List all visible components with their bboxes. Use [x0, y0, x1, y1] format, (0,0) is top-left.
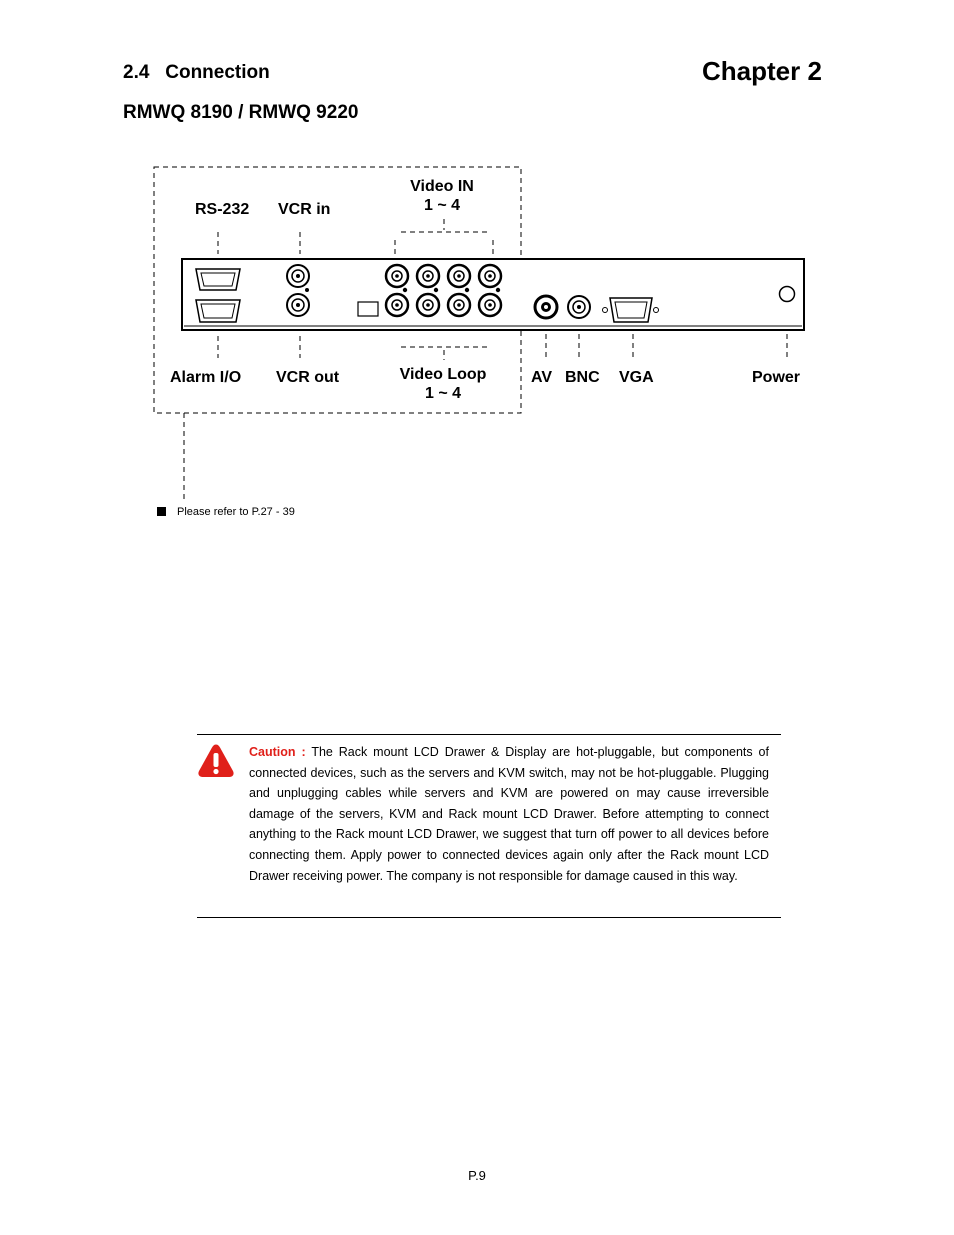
power-label: Power	[752, 369, 801, 386]
panel-switch	[358, 302, 378, 316]
rs232-label: RS-232	[195, 201, 250, 218]
reference-note: Please refer to P.27 - 39	[177, 506, 295, 518]
video-in-label-line1: Video IN	[410, 178, 474, 195]
power-port	[780, 287, 795, 302]
page-number: P.9	[468, 1168, 486, 1183]
connection-diagram	[0, 0, 954, 540]
caution-text	[249, 742, 769, 886]
vcr-out-label: VCR out	[276, 369, 340, 386]
bnc-port	[568, 296, 590, 318]
video-loop-label	[393, 365, 493, 403]
video-in-label	[402, 177, 482, 215]
bnc-label: BNC	[565, 369, 600, 386]
warning-icon	[197, 743, 235, 779]
chapter-title: Chapter 2	[702, 56, 822, 86]
note-bullet-icon	[157, 507, 166, 516]
av-port	[535, 296, 557, 318]
caution-body: The Rack mount LCD Drawer & Display are hot-pluggable, but components of connected devices, such as the servers and KVM switch, may not be hot-pluggable. Plugging and unplugging cables while servers and KVM are powered on may cause irreversible damage of the servers, KVM and Rack mount LCD Drawer. Before attempting to connect anything to the Rack mount LCD Drawer, we suggest that turn off power to all devices before connecting them. Apply power to connected devices again only after the Rack mount LCD Drawer receiving power. The company is not responsible for damage caused in this way.	[249, 745, 769, 883]
vga-label: VGA	[619, 369, 654, 386]
vcr-out-port	[287, 294, 309, 316]
vcr-in-label: VCR in	[278, 201, 331, 218]
video-in-label-line2: 1 ~ 4	[423, 197, 461, 214]
caution-label: Caution :	[249, 745, 306, 759]
alarm-io-label: Alarm I/O	[170, 369, 242, 386]
video-loop-label-line2: 1 ~ 4	[424, 385, 462, 402]
alarm-io-port	[196, 300, 240, 322]
section-title: 2.4 Connection	[123, 62, 270, 83]
av-label: AV	[531, 369, 553, 386]
model-title: RMWQ 8190 / RMWQ 9220	[123, 102, 359, 123]
video-loop-label-line1: Video Loop	[399, 366, 487, 383]
rs232-port	[196, 269, 240, 290]
